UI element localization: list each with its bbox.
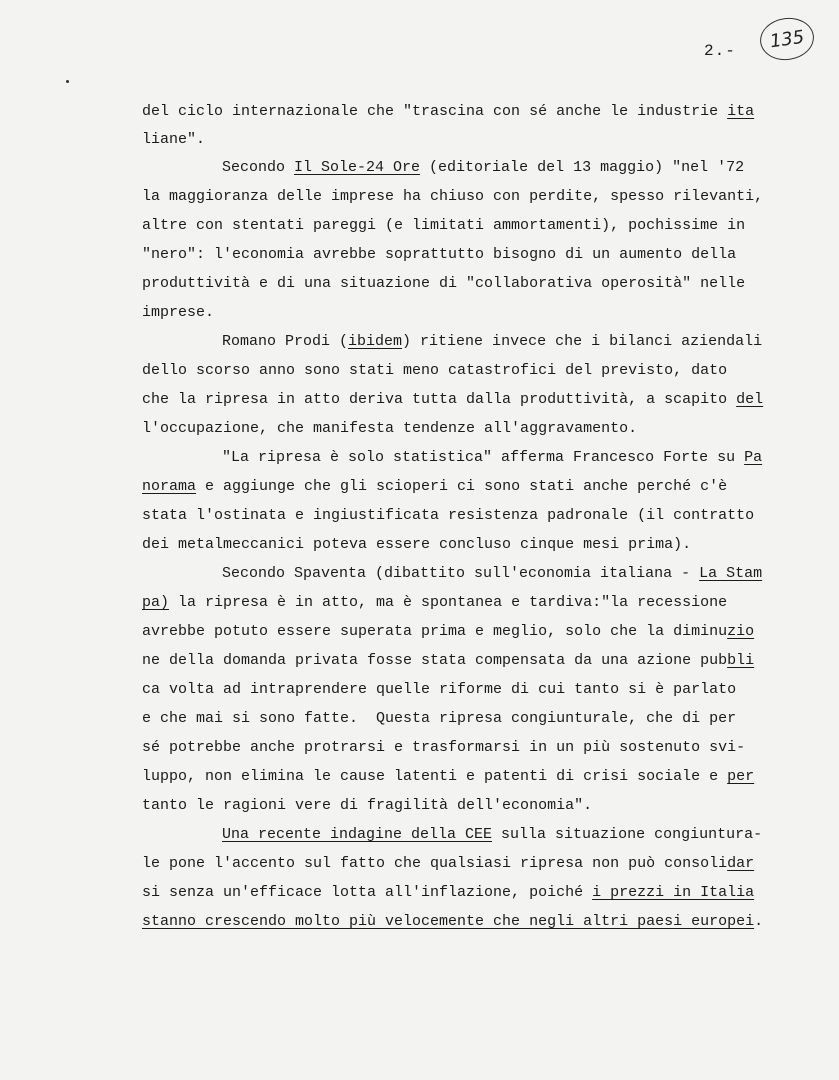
text-line: "nero": l'economia avrebbe soprattutto bisogno di un aumento della (142, 246, 737, 263)
text-line: altre con stentati pareggi (e limitati ammortamenti), pochissime in (142, 217, 746, 234)
text-line: sé potrebbe anche protrarsi e trasformarsi in un più sostenuto svi- (142, 739, 746, 756)
text-line: ca volta ad intraprendere quelle riforme di cui tanto si è parlato (142, 681, 737, 698)
text-line: dei metalmeccanici poteva essere concluso cinque mesi prima). (142, 536, 692, 553)
text-line: pa) la ripresa è in atto, ma è spontanea e tardiva:"la recessione (142, 594, 728, 611)
archive-stamp: 135 (757, 14, 816, 63)
text-line: stanno crescendo molto più velocemente che negli altri paesi europei. (142, 913, 764, 930)
text-line: Secondo Spaventa (dibattito sull'economia italiana - La Stam (222, 565, 763, 582)
text-line: la maggioranza delle imprese ha chiuso con perdite, spesso rilevanti, (142, 188, 764, 205)
text-line: e che mai si sono fatte. Questa ripresa congiunturale, che di per (142, 710, 737, 727)
ink-speck (66, 80, 69, 83)
text-line: ne della domanda privata fosse stata compensata da una azione pubbli (142, 652, 755, 669)
text-line: liane". (142, 131, 206, 148)
text-line: si senza un'efficace lotta all'inflazione, poiché i prezzi in Italia (142, 884, 755, 901)
text-line: l'occupazione, che manifesta tendenze all'aggravamento. (142, 420, 638, 437)
text-line: "La ripresa è solo statistica" afferma Francesco Forte su Pa (222, 449, 763, 466)
text-line: norama e aggiunge che gli scioperi ci sono stati anche perché c'è (142, 478, 728, 495)
text-line: del ciclo internazionale che "trascina con sé anche le industrie ita (142, 103, 755, 120)
text-line: dello scorso anno sono stati meno catastrofici del previsto, dato (142, 362, 728, 379)
text-line: Romano Prodi (ibidem) ritiene invece che i bilanci aziendali (222, 333, 763, 350)
text-line: avrebbe potuto essere superata prima e meglio, solo che la diminuzio (142, 623, 755, 640)
text-line: Una recente indagine della CEE sulla situazione congiuntura- (222, 826, 763, 843)
text-line: che la ripresa in atto deriva tutta dalla produttività, a scapito del (142, 391, 764, 408)
text-line: luppo, non elimina le cause latenti e patenti di crisi sociale e per (142, 768, 755, 785)
text-line: Secondo Il Sole-24 Ore (editoriale del 13 maggio) "nel '72 (222, 159, 745, 176)
text-line: imprese. (142, 304, 215, 321)
page-number: 2.- (704, 42, 736, 60)
text-line: produttività e di una situazione di "collaborativa operosità" nelle (142, 275, 746, 292)
text-line: tanto le ragioni vere di fragilità dell'economia". (142, 797, 593, 814)
text-line: le pone l'accento sul fatto che qualsiasi ripresa non può consolidar (142, 855, 755, 872)
text-line: stata l'ostinata e ingiustificata resistenza padronale (il contratto (142, 507, 755, 524)
